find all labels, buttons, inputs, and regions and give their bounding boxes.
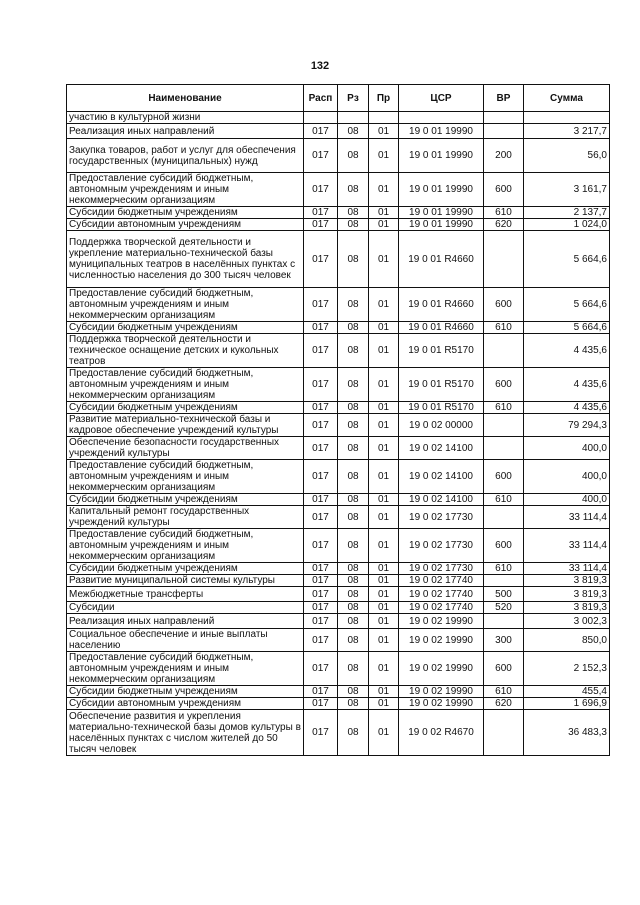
row-pr: 01 bbox=[369, 288, 399, 322]
row-rz: 08 bbox=[338, 124, 369, 139]
row-rasp: 017 bbox=[304, 414, 338, 437]
row-vr: 600 bbox=[484, 288, 524, 322]
row-pr: 01 bbox=[369, 494, 399, 506]
row-pr: 01 bbox=[369, 173, 399, 207]
table-row bbox=[67, 402, 610, 414]
row-csr: 19 0 02 14100 bbox=[399, 437, 484, 460]
row-name: Предоставление субсидий бюджетным, автономным учреждениям и иным некоммерческим организациям bbox=[67, 460, 304, 494]
row-rz: 08 bbox=[338, 614, 369, 629]
table-row bbox=[67, 368, 610, 402]
row-csr: 19 0 01 19990 bbox=[399, 219, 484, 231]
row-rz: 08 bbox=[338, 207, 369, 219]
row-csr: 19 0 02 R4670 bbox=[399, 710, 484, 756]
row-vr: 610 bbox=[484, 322, 524, 334]
row-rasp: 017 bbox=[304, 506, 338, 529]
row-sum: 2 137,7 bbox=[524, 207, 610, 219]
row-rz: 08 bbox=[338, 652, 369, 686]
row-name: Капитальный ремонт государственных учреждений культуры bbox=[67, 506, 304, 529]
table-row bbox=[67, 437, 610, 460]
header-name: Наименование bbox=[67, 85, 304, 112]
row-pr: 01 bbox=[369, 602, 399, 614]
row-sum: 400,0 bbox=[524, 494, 610, 506]
row-csr: 19 0 02 17730 bbox=[399, 529, 484, 563]
row-pr: 01 bbox=[369, 529, 399, 563]
row-rz: 08 bbox=[338, 402, 369, 414]
row-name: Субсидии бюджетным учреждениям bbox=[67, 402, 304, 414]
row-vr: 300 bbox=[484, 629, 524, 652]
row-rasp: 017 bbox=[304, 437, 338, 460]
row-sum: 400,0 bbox=[524, 460, 610, 494]
row-pr: 01 bbox=[369, 629, 399, 652]
row-sum: 5 664,6 bbox=[524, 231, 610, 288]
row-name: Предоставление субсидий бюджетным, автономным учреждениям и иным некоммерческим организациям bbox=[67, 173, 304, 207]
row-rasp bbox=[304, 112, 338, 124]
row-pr: 01 bbox=[369, 124, 399, 139]
row-rz: 08 bbox=[338, 139, 369, 173]
row-vr: 600 bbox=[484, 652, 524, 686]
row-vr bbox=[484, 614, 524, 629]
row-vr: 520 bbox=[484, 602, 524, 614]
row-csr: 19 0 01 19990 bbox=[399, 207, 484, 219]
row-name: Субсидии бюджетным учреждениям bbox=[67, 494, 304, 506]
row-sum: 33 114,4 bbox=[524, 563, 610, 575]
row-rasp: 017 bbox=[304, 563, 338, 575]
row-rz bbox=[338, 112, 369, 124]
row-csr: 19 0 02 14100 bbox=[399, 494, 484, 506]
page-number: 132 bbox=[310, 60, 330, 72]
table-body bbox=[67, 112, 610, 756]
row-rasp: 017 bbox=[304, 529, 338, 563]
row-name: Субсидии бюджетным учреждениям bbox=[67, 207, 304, 219]
row-pr: 01 bbox=[369, 460, 399, 494]
row-name: Субсидии автономным учреждениям bbox=[67, 698, 304, 710]
row-rz: 08 bbox=[338, 219, 369, 231]
row-vr: 620 bbox=[484, 219, 524, 231]
row-csr: 19 0 01 R5170 bbox=[399, 334, 484, 368]
row-rasp: 017 bbox=[304, 231, 338, 288]
header-sum: Сумма bbox=[524, 85, 610, 112]
row-sum: 3 819,3 bbox=[524, 602, 610, 614]
row-rasp: 017 bbox=[304, 288, 338, 322]
row-sum: 4 435,6 bbox=[524, 368, 610, 402]
row-name: Поддержка творческой деятельности и техническое оснащение детских и кукольных театров bbox=[67, 334, 304, 368]
table-row bbox=[67, 710, 610, 756]
header-row bbox=[67, 85, 610, 112]
row-sum: 36 483,3 bbox=[524, 710, 610, 756]
row-csr: 19 0 02 14100 bbox=[399, 460, 484, 494]
row-csr: 19 0 02 00000 bbox=[399, 414, 484, 437]
row-rz: 08 bbox=[338, 529, 369, 563]
row-csr: 19 0 02 19990 bbox=[399, 698, 484, 710]
header-vr: ВР bbox=[484, 85, 524, 112]
row-pr: 01 bbox=[369, 139, 399, 173]
row-rz: 08 bbox=[338, 602, 369, 614]
row-rz: 08 bbox=[338, 710, 369, 756]
row-rz: 08 bbox=[338, 368, 369, 402]
row-name: Субсидии бюджетным учреждениям bbox=[67, 563, 304, 575]
row-rasp: 017 bbox=[304, 139, 338, 173]
row-rz: 08 bbox=[338, 629, 369, 652]
row-sum: 3 002,3 bbox=[524, 614, 610, 629]
row-vr bbox=[484, 506, 524, 529]
table-row bbox=[67, 686, 610, 698]
row-sum: 1 696,9 bbox=[524, 698, 610, 710]
row-rz: 08 bbox=[338, 506, 369, 529]
row-vr: 610 bbox=[484, 207, 524, 219]
row-rz: 08 bbox=[338, 587, 369, 602]
table-row bbox=[67, 614, 610, 629]
row-pr: 01 bbox=[369, 368, 399, 402]
row-vr: 600 bbox=[484, 368, 524, 402]
row-name: Предоставление субсидий бюджетным, автономным учреждениям и иным некоммерческим организациям bbox=[67, 288, 304, 322]
row-rasp: 017 bbox=[304, 698, 338, 710]
table-row bbox=[67, 460, 610, 494]
row-vr bbox=[484, 710, 524, 756]
row-pr: 01 bbox=[369, 614, 399, 629]
row-rz: 08 bbox=[338, 698, 369, 710]
row-name: Социальное обеспечение и иные выплаты населению bbox=[67, 629, 304, 652]
table-row bbox=[67, 529, 610, 563]
row-vr bbox=[484, 231, 524, 288]
row-pr: 01 bbox=[369, 652, 399, 686]
row-csr: 19 0 01 R5170 bbox=[399, 368, 484, 402]
row-name: Субсидии бюджетным учреждениям bbox=[67, 686, 304, 698]
table-row bbox=[67, 494, 610, 506]
row-pr: 01 bbox=[369, 207, 399, 219]
row-sum: 850,0 bbox=[524, 629, 610, 652]
row-name: Межбюджетные трансферты bbox=[67, 587, 304, 602]
table-row bbox=[67, 602, 610, 614]
row-vr bbox=[484, 575, 524, 587]
table-row bbox=[67, 698, 610, 710]
row-name: Реализация иных направлений bbox=[67, 614, 304, 629]
table-row bbox=[67, 629, 610, 652]
row-sum: 79 294,3 bbox=[524, 414, 610, 437]
row-name: Предоставление субсидий бюджетным, автономным учреждениям и иным некоммерческим организациям bbox=[67, 529, 304, 563]
row-rz: 08 bbox=[338, 173, 369, 207]
header-pr: Пр bbox=[369, 85, 399, 112]
table-row bbox=[67, 563, 610, 575]
row-vr: 610 bbox=[484, 563, 524, 575]
row-csr bbox=[399, 112, 484, 124]
row-rasp: 017 bbox=[304, 219, 338, 231]
row-sum: 400,0 bbox=[524, 437, 610, 460]
row-pr: 01 bbox=[369, 686, 399, 698]
row-rz: 08 bbox=[338, 231, 369, 288]
table-row bbox=[67, 322, 610, 334]
row-vr bbox=[484, 414, 524, 437]
row-pr: 01 bbox=[369, 437, 399, 460]
row-pr bbox=[369, 112, 399, 124]
table-row bbox=[67, 334, 610, 368]
row-vr bbox=[484, 112, 524, 124]
row-sum: 3 217,7 bbox=[524, 124, 610, 139]
table-row bbox=[67, 414, 610, 437]
row-name: Предоставление субсидий бюджетным, автономным учреждениям и иным некоммерческим организациям bbox=[67, 652, 304, 686]
row-rasp: 017 bbox=[304, 710, 338, 756]
row-rasp: 017 bbox=[304, 368, 338, 402]
row-sum: 5 664,6 bbox=[524, 288, 610, 322]
row-rz: 08 bbox=[338, 437, 369, 460]
row-sum: 4 435,6 bbox=[524, 334, 610, 368]
table-row bbox=[67, 112, 610, 124]
row-vr: 620 bbox=[484, 698, 524, 710]
row-csr: 19 0 01 R5170 bbox=[399, 402, 484, 414]
row-sum: 3 161,7 bbox=[524, 173, 610, 207]
row-name: Обеспечение безопасности государственных учреждений культуры bbox=[67, 437, 304, 460]
row-name: Субсидии bbox=[67, 602, 304, 614]
row-csr: 19 0 01 R4660 bbox=[399, 231, 484, 288]
table-row bbox=[67, 173, 610, 207]
row-csr: 19 0 02 17730 bbox=[399, 563, 484, 575]
row-rz: 08 bbox=[338, 414, 369, 437]
row-sum bbox=[524, 112, 610, 124]
table-row bbox=[67, 139, 610, 173]
row-vr bbox=[484, 124, 524, 139]
row-csr: 19 0 02 17730 bbox=[399, 506, 484, 529]
table-row bbox=[67, 124, 610, 139]
row-rasp: 017 bbox=[304, 614, 338, 629]
row-rasp: 017 bbox=[304, 587, 338, 602]
row-rz: 08 bbox=[338, 494, 369, 506]
header-csr: ЦСР bbox=[399, 85, 484, 112]
row-vr: 500 bbox=[484, 587, 524, 602]
row-vr bbox=[484, 334, 524, 368]
row-rasp: 017 bbox=[304, 402, 338, 414]
row-rz: 08 bbox=[338, 334, 369, 368]
row-rasp: 017 bbox=[304, 124, 338, 139]
row-csr: 19 0 02 19990 bbox=[399, 629, 484, 652]
row-pr: 01 bbox=[369, 575, 399, 587]
row-sum: 33 114,4 bbox=[524, 506, 610, 529]
table-row bbox=[67, 207, 610, 219]
row-sum: 33 114,4 bbox=[524, 529, 610, 563]
row-rz: 08 bbox=[338, 288, 369, 322]
row-sum: 56,0 bbox=[524, 139, 610, 173]
row-rasp: 017 bbox=[304, 652, 338, 686]
row-name: Развитие муниципальной системы культуры bbox=[67, 575, 304, 587]
row-csr: 19 0 02 17740 bbox=[399, 602, 484, 614]
row-rasp: 017 bbox=[304, 686, 338, 698]
row-name: Субсидии автономным учреждениям bbox=[67, 219, 304, 231]
row-csr: 19 0 01 19990 bbox=[399, 173, 484, 207]
row-vr bbox=[484, 437, 524, 460]
row-vr: 610 bbox=[484, 686, 524, 698]
row-csr: 19 0 01 R4660 bbox=[399, 322, 484, 334]
row-csr: 19 0 02 19990 bbox=[399, 686, 484, 698]
row-rz: 08 bbox=[338, 686, 369, 698]
row-sum: 3 819,3 bbox=[524, 575, 610, 587]
row-pr: 01 bbox=[369, 563, 399, 575]
row-sum: 455,4 bbox=[524, 686, 610, 698]
row-rz: 08 bbox=[338, 575, 369, 587]
row-vr: 600 bbox=[484, 529, 524, 563]
row-pr: 01 bbox=[369, 587, 399, 602]
row-rasp: 017 bbox=[304, 575, 338, 587]
row-pr: 01 bbox=[369, 322, 399, 334]
row-pr: 01 bbox=[369, 710, 399, 756]
row-pr: 01 bbox=[369, 698, 399, 710]
row-rz: 08 bbox=[338, 563, 369, 575]
row-csr: 19 0 02 17740 bbox=[399, 575, 484, 587]
row-csr: 19 0 02 19990 bbox=[399, 614, 484, 629]
table-row bbox=[67, 231, 610, 288]
row-sum: 4 435,6 bbox=[524, 402, 610, 414]
row-sum: 1 024,0 bbox=[524, 219, 610, 231]
table-row bbox=[67, 219, 610, 231]
row-pr: 01 bbox=[369, 219, 399, 231]
row-name: Предоставление субсидий бюджетным, автономным учреждениям и иным некоммерческим организациям bbox=[67, 368, 304, 402]
table-row bbox=[67, 652, 610, 686]
row-pr: 01 bbox=[369, 506, 399, 529]
row-rz: 08 bbox=[338, 460, 369, 494]
row-rasp: 017 bbox=[304, 334, 338, 368]
row-csr: 19 0 01 R4660 bbox=[399, 288, 484, 322]
row-vr: 610 bbox=[484, 494, 524, 506]
row-rasp: 017 bbox=[304, 629, 338, 652]
table-row bbox=[67, 587, 610, 602]
table-row bbox=[67, 288, 610, 322]
row-name: участию в культурной жизни bbox=[67, 112, 304, 124]
row-sum: 5 664,6 bbox=[524, 322, 610, 334]
header-rz: Рз bbox=[338, 85, 369, 112]
row-name: Обеспечение развития и укрепления материально-технической базы домов культуры в населённых пунктах с числом жителей до 50 тысяч человек bbox=[67, 710, 304, 756]
row-pr: 01 bbox=[369, 231, 399, 288]
row-csr: 19 0 01 19990 bbox=[399, 124, 484, 139]
row-name: Закупка товаров, работ и услуг для обеспечения государственных (муниципальных) нужд bbox=[67, 139, 304, 173]
row-sum: 2 152,3 bbox=[524, 652, 610, 686]
budget-table bbox=[66, 84, 610, 756]
row-rz: 08 bbox=[338, 322, 369, 334]
row-rasp: 017 bbox=[304, 322, 338, 334]
row-csr: 19 0 02 19990 bbox=[399, 652, 484, 686]
row-vr: 200 bbox=[484, 139, 524, 173]
table-row bbox=[67, 506, 610, 529]
row-pr: 01 bbox=[369, 334, 399, 368]
header-rasp: Расп bbox=[304, 85, 338, 112]
row-vr: 600 bbox=[484, 173, 524, 207]
row-sum: 3 819,3 bbox=[524, 587, 610, 602]
row-vr: 610 bbox=[484, 402, 524, 414]
row-rasp: 017 bbox=[304, 494, 338, 506]
row-csr: 19 0 02 17740 bbox=[399, 587, 484, 602]
table-row bbox=[67, 575, 610, 587]
row-vr: 600 bbox=[484, 460, 524, 494]
row-name: Субсидии бюджетным учреждениям bbox=[67, 322, 304, 334]
row-rasp: 017 bbox=[304, 602, 338, 614]
row-name: Поддержка творческой деятельности и укрепление материально-технической базы муниципальных театров в населённых пунктах с численностью населения до 300 тысяч человек bbox=[67, 231, 304, 288]
row-csr: 19 0 01 19990 bbox=[399, 139, 484, 173]
row-pr: 01 bbox=[369, 414, 399, 437]
row-rasp: 017 bbox=[304, 460, 338, 494]
row-name: Реализация иных направлений bbox=[67, 124, 304, 139]
row-name: Развитие материально-технической базы и кадровое обеспечение учреждений культуры bbox=[67, 414, 304, 437]
row-pr: 01 bbox=[369, 402, 399, 414]
row-rasp: 017 bbox=[304, 173, 338, 207]
row-rasp: 017 bbox=[304, 207, 338, 219]
